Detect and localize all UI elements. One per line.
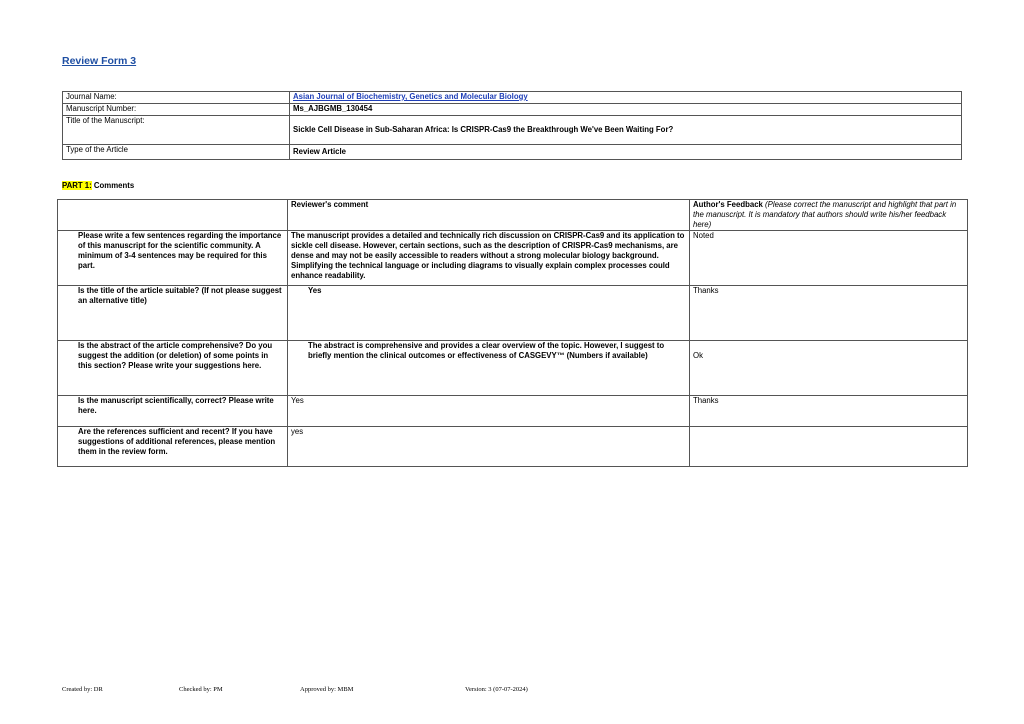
journal-value (290, 92, 962, 104)
comment-row (58, 396, 968, 427)
header-question-cell (58, 200, 288, 231)
row-author-feedback (690, 427, 968, 467)
manuscript-info-table (62, 91, 962, 160)
footer-version: Version: 3 (07-07-2024) (465, 686, 528, 693)
row-question: Is the title of the article suitable? (If not please suggest an alternative title) (58, 286, 288, 341)
comment-row (58, 427, 968, 467)
article-type-row (63, 145, 962, 160)
part1-heading (62, 181, 134, 190)
row-question: Is the abstract of the article comprehensive? Do you suggest the addition (or deletion) of some points in this section? Please write your suggestions here. (58, 341, 288, 396)
manuscript-number-row (63, 104, 962, 116)
row-reviewer-comment: The manuscript provides a detailed and technically rich discussion on CRISPR-Cas9 and its application to sickle cell disease. However, certain sections, such as the description of CRISPR-Cas9 mechanisms, are dense and may not be easily accessible to readers without a strong molecular biology background. Simplifying the technical language or including diagrams to visually explain complex processes could enhance readability. (288, 231, 690, 286)
header-author-feedback-note: (Please correct the manuscript and highlight that part in the manuscript. It is mandatory that authors should write his/her feedback here) (693, 200, 957, 229)
comment-row (58, 231, 968, 286)
row-author-feedback: Ok (690, 341, 968, 396)
row-reviewer-comment: yes (288, 427, 690, 467)
footer-approved-by: Approved by: MBM (300, 686, 354, 693)
title-row (63, 116, 962, 145)
footer-checked-by: Checked by: PM (179, 686, 223, 693)
article-type-label: Type of the Article (63, 145, 290, 160)
journal-label: Journal Name: (63, 92, 290, 104)
footer-created-by: Created by: DR (62, 686, 103, 693)
row-author-feedback: Thanks (690, 286, 968, 341)
row-reviewer-comment: Yes (288, 286, 690, 341)
comments-header-row (58, 200, 968, 231)
header-author-feedback-bold: Author's Feedback (693, 200, 763, 209)
row-author-feedback: Noted (690, 231, 968, 286)
row-question: Is the manuscript scientifically, correct? Please write here. (58, 396, 288, 427)
header-author-feedback (690, 200, 968, 231)
row-author-feedback: Thanks (690, 396, 968, 427)
journal-link[interactable]: Asian Journal of Biochemistry, Genetics and Molecular Biology (293, 92, 528, 101)
title-value: Sickle Cell Disease in Sub-Saharan Africa: Is CRISPR-Cas9 the Breakthrough We've Been Waiting For? (290, 116, 962, 145)
part1-label: PART 1: (62, 181, 92, 190)
row-question: Are the references sufficient and recent? If you have suggestions of additional references, please mention them in the review form. (58, 427, 288, 467)
header-reviewer-comment: Reviewer's comment (288, 200, 690, 231)
manuscript-number-label: Manuscript Number: (63, 104, 290, 116)
title-label: Title of the Manuscript: (63, 116, 290, 145)
comment-row (58, 341, 968, 396)
row-reviewer-comment: The abstract is comprehensive and provides a clear overview of the topic. However, I suggest to briefly mention the clinical outcomes or effectiveness of CASGEVY™ (Numbers if available) (288, 341, 690, 396)
article-type-value: Review Article (290, 145, 962, 160)
comment-row (58, 286, 968, 341)
journal-row (63, 92, 962, 104)
form-title: Review Form 3 (62, 55, 137, 67)
comments-table (57, 199, 968, 467)
row-question: Please write a few sentences regarding the importance of this manuscript for the scientific community. A minimum of 3-4 sentences may be required for this part. (58, 231, 288, 286)
row-reviewer-comment: Yes (288, 396, 690, 427)
part1-title: Comments (91, 181, 135, 190)
manuscript-number-value: Ms_AJBGMB_130454 (290, 104, 962, 116)
